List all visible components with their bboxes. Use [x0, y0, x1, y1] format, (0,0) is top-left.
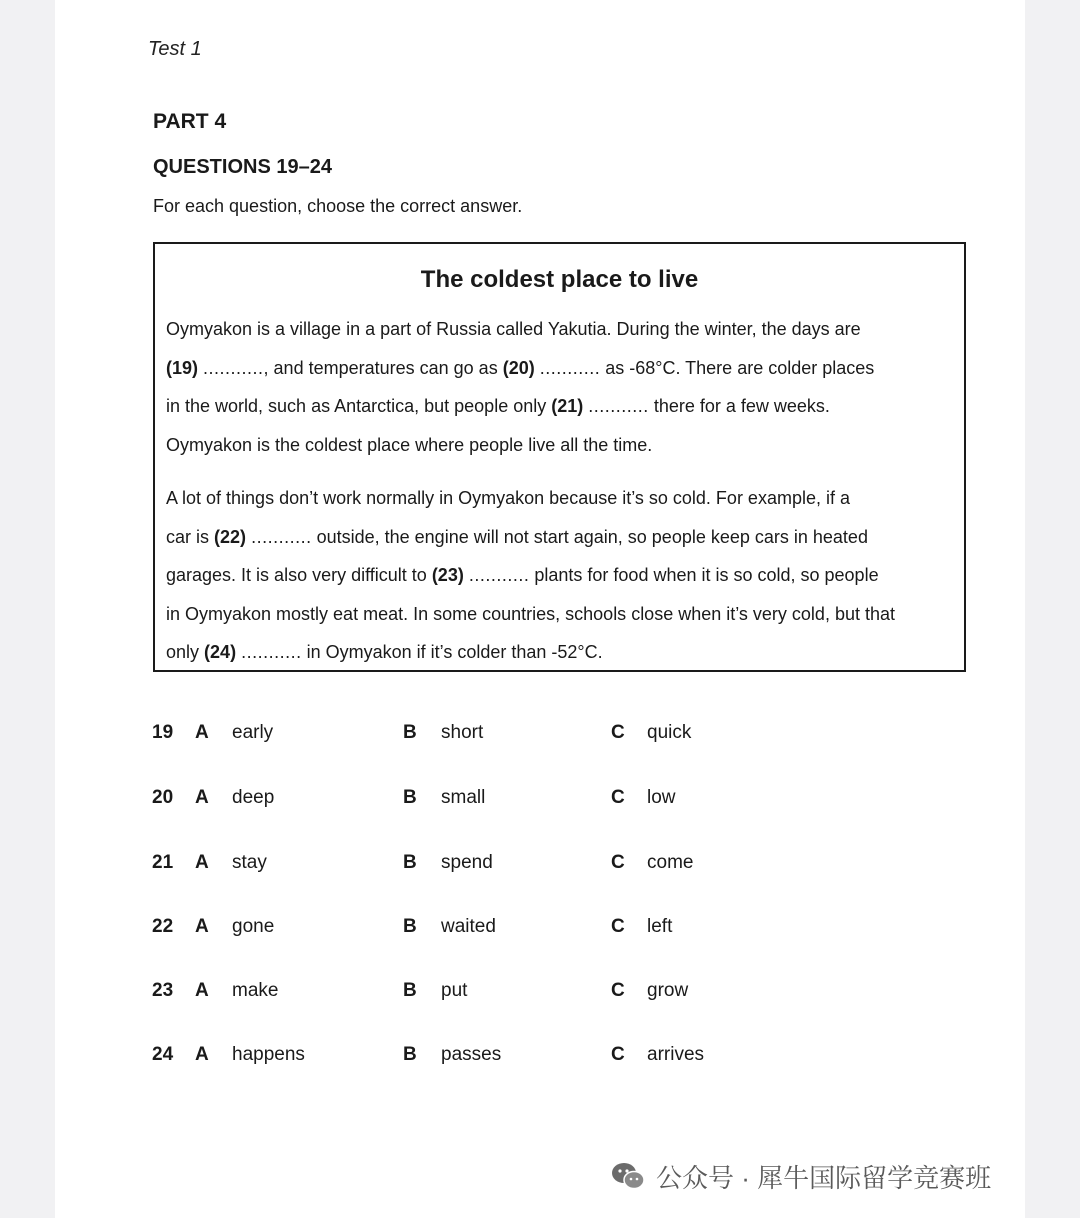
option-19-a[interactable]: early [232, 722, 274, 743]
watermark [610, 1158, 991, 1194]
option-20-a[interactable]: deep [232, 787, 275, 808]
option-21-b[interactable]: spend [441, 852, 493, 873]
passage-line: A lot of things don’t work normally in Oymyakon because it’s so cold. For example, if a [166, 488, 850, 508]
option-24-c[interactable]: arrives [647, 1044, 705, 1065]
passage-line: in the world, such as Antarctica, but people only (21) ........... there for a few weeks. [166, 396, 830, 416]
gap-21-number: (21) [551, 396, 584, 416]
passage-line: Oymyakon is a village in a part of Russia called Yakutia. During the winter, the days are [166, 319, 861, 339]
gap-20-number: (20) [502, 357, 535, 378]
passage-paragraph-2 [166, 479, 954, 672]
option-23-a[interactable]: make [232, 980, 279, 1001]
option-letter-a: A [195, 916, 209, 937]
part-title: PART 4 [153, 110, 227, 133]
watermark-text: 公众号 · 犀牛国际留学竞赛班 [656, 1162, 992, 1193]
question-number: 19 [152, 722, 174, 743]
gap-23: ........... [468, 565, 530, 585]
passage-paragraph-1 [166, 310, 954, 464]
questions-title: QUESTIONS 19–24 [153, 156, 332, 178]
option-letter-b: B [403, 852, 417, 873]
option-letter-a: A [195, 787, 209, 808]
option-19-b[interactable]: short [441, 722, 484, 743]
option-letter-b: B [403, 1044, 417, 1065]
option-letter-c: C [611, 787, 625, 808]
gap-22-number: (22) [214, 526, 247, 547]
option-letter-c: C [611, 916, 625, 937]
option-23-b[interactable]: put [441, 980, 468, 1001]
gap-19-number: (19) [166, 357, 199, 378]
gap-22: ........... [251, 526, 312, 547]
option-letter-c: C [611, 1044, 625, 1065]
option-letter-b: B [403, 980, 417, 1001]
option-letter-a: A [195, 852, 209, 873]
option-22-a[interactable]: gone [232, 916, 275, 937]
option-letter-c: C [611, 722, 625, 743]
question-21-options [0, 852, 1080, 882]
passage-line: only (24) ........... in Oymyakon if it’s colder than -52°C. [166, 642, 603, 662]
gap-23-number: (23) [431, 565, 464, 585]
instruction-text: For each question, choose the correct answer. [153, 196, 523, 216]
question-20-options [0, 787, 1080, 817]
option-22-c[interactable]: left [647, 916, 673, 937]
test-label: Test 1 [148, 38, 202, 60]
option-20-c[interactable]: low [647, 787, 676, 808]
passage-title: The coldest place to live [420, 266, 699, 293]
question-number: 21 [152, 852, 174, 873]
passage-line: Oymyakon is the coldest place where people live all the time. [166, 434, 653, 455]
option-22-b[interactable]: waited [441, 916, 496, 937]
question-number: 24 [152, 1044, 174, 1065]
option-letter-a: A [195, 1044, 209, 1065]
passage-line: garages. It is also very difficult to (23) ........... plants for food when it is so cold, so people [166, 565, 879, 585]
passage-line: in Oymyakon mostly eat meat. In some countries, schools close when it’s very cold, but that [166, 603, 895, 624]
question-number: 20 [152, 787, 174, 808]
option-19-c[interactable]: quick [647, 722, 692, 743]
question-number: 22 [152, 916, 174, 937]
option-letter-a: A [195, 722, 209, 743]
gap-21: ........... [588, 396, 649, 416]
option-21-c[interactable]: come [647, 852, 694, 873]
passage-line: (19) ..........., and temperatures can go as (20) ........... as -68°C. There are colder places [166, 357, 875, 378]
option-letter-c: C [611, 852, 625, 873]
option-20-b[interactable]: small [441, 787, 486, 808]
question-22-options [0, 916, 1080, 946]
option-letter-b: B [403, 722, 417, 743]
option-21-a[interactable]: stay [232, 852, 267, 873]
gap-24-number: (24) [204, 642, 237, 662]
question-19-options [0, 722, 1080, 752]
passage-box [153, 242, 966, 672]
option-23-c[interactable]: grow [647, 980, 689, 1001]
question-23-options [0, 980, 1080, 1010]
option-24-a[interactable]: happens [232, 1044, 305, 1065]
gap-24: ........... [241, 642, 302, 662]
gap-19: ........... [203, 357, 264, 378]
question-24-options [0, 1044, 1080, 1074]
option-letter-b: B [403, 916, 417, 937]
option-letter-c: C [611, 980, 625, 1001]
wechat-icon [610, 1160, 646, 1192]
passage-line: car is (22) ........... outside, the engine will not start again, so people keep cars in heated [166, 526, 868, 547]
option-letter-b: B [403, 787, 417, 808]
question-number: 23 [152, 980, 174, 1001]
gap-20: ........... [539, 357, 601, 378]
option-letter-a: A [195, 980, 209, 1001]
option-24-b[interactable]: passes [441, 1044, 502, 1065]
